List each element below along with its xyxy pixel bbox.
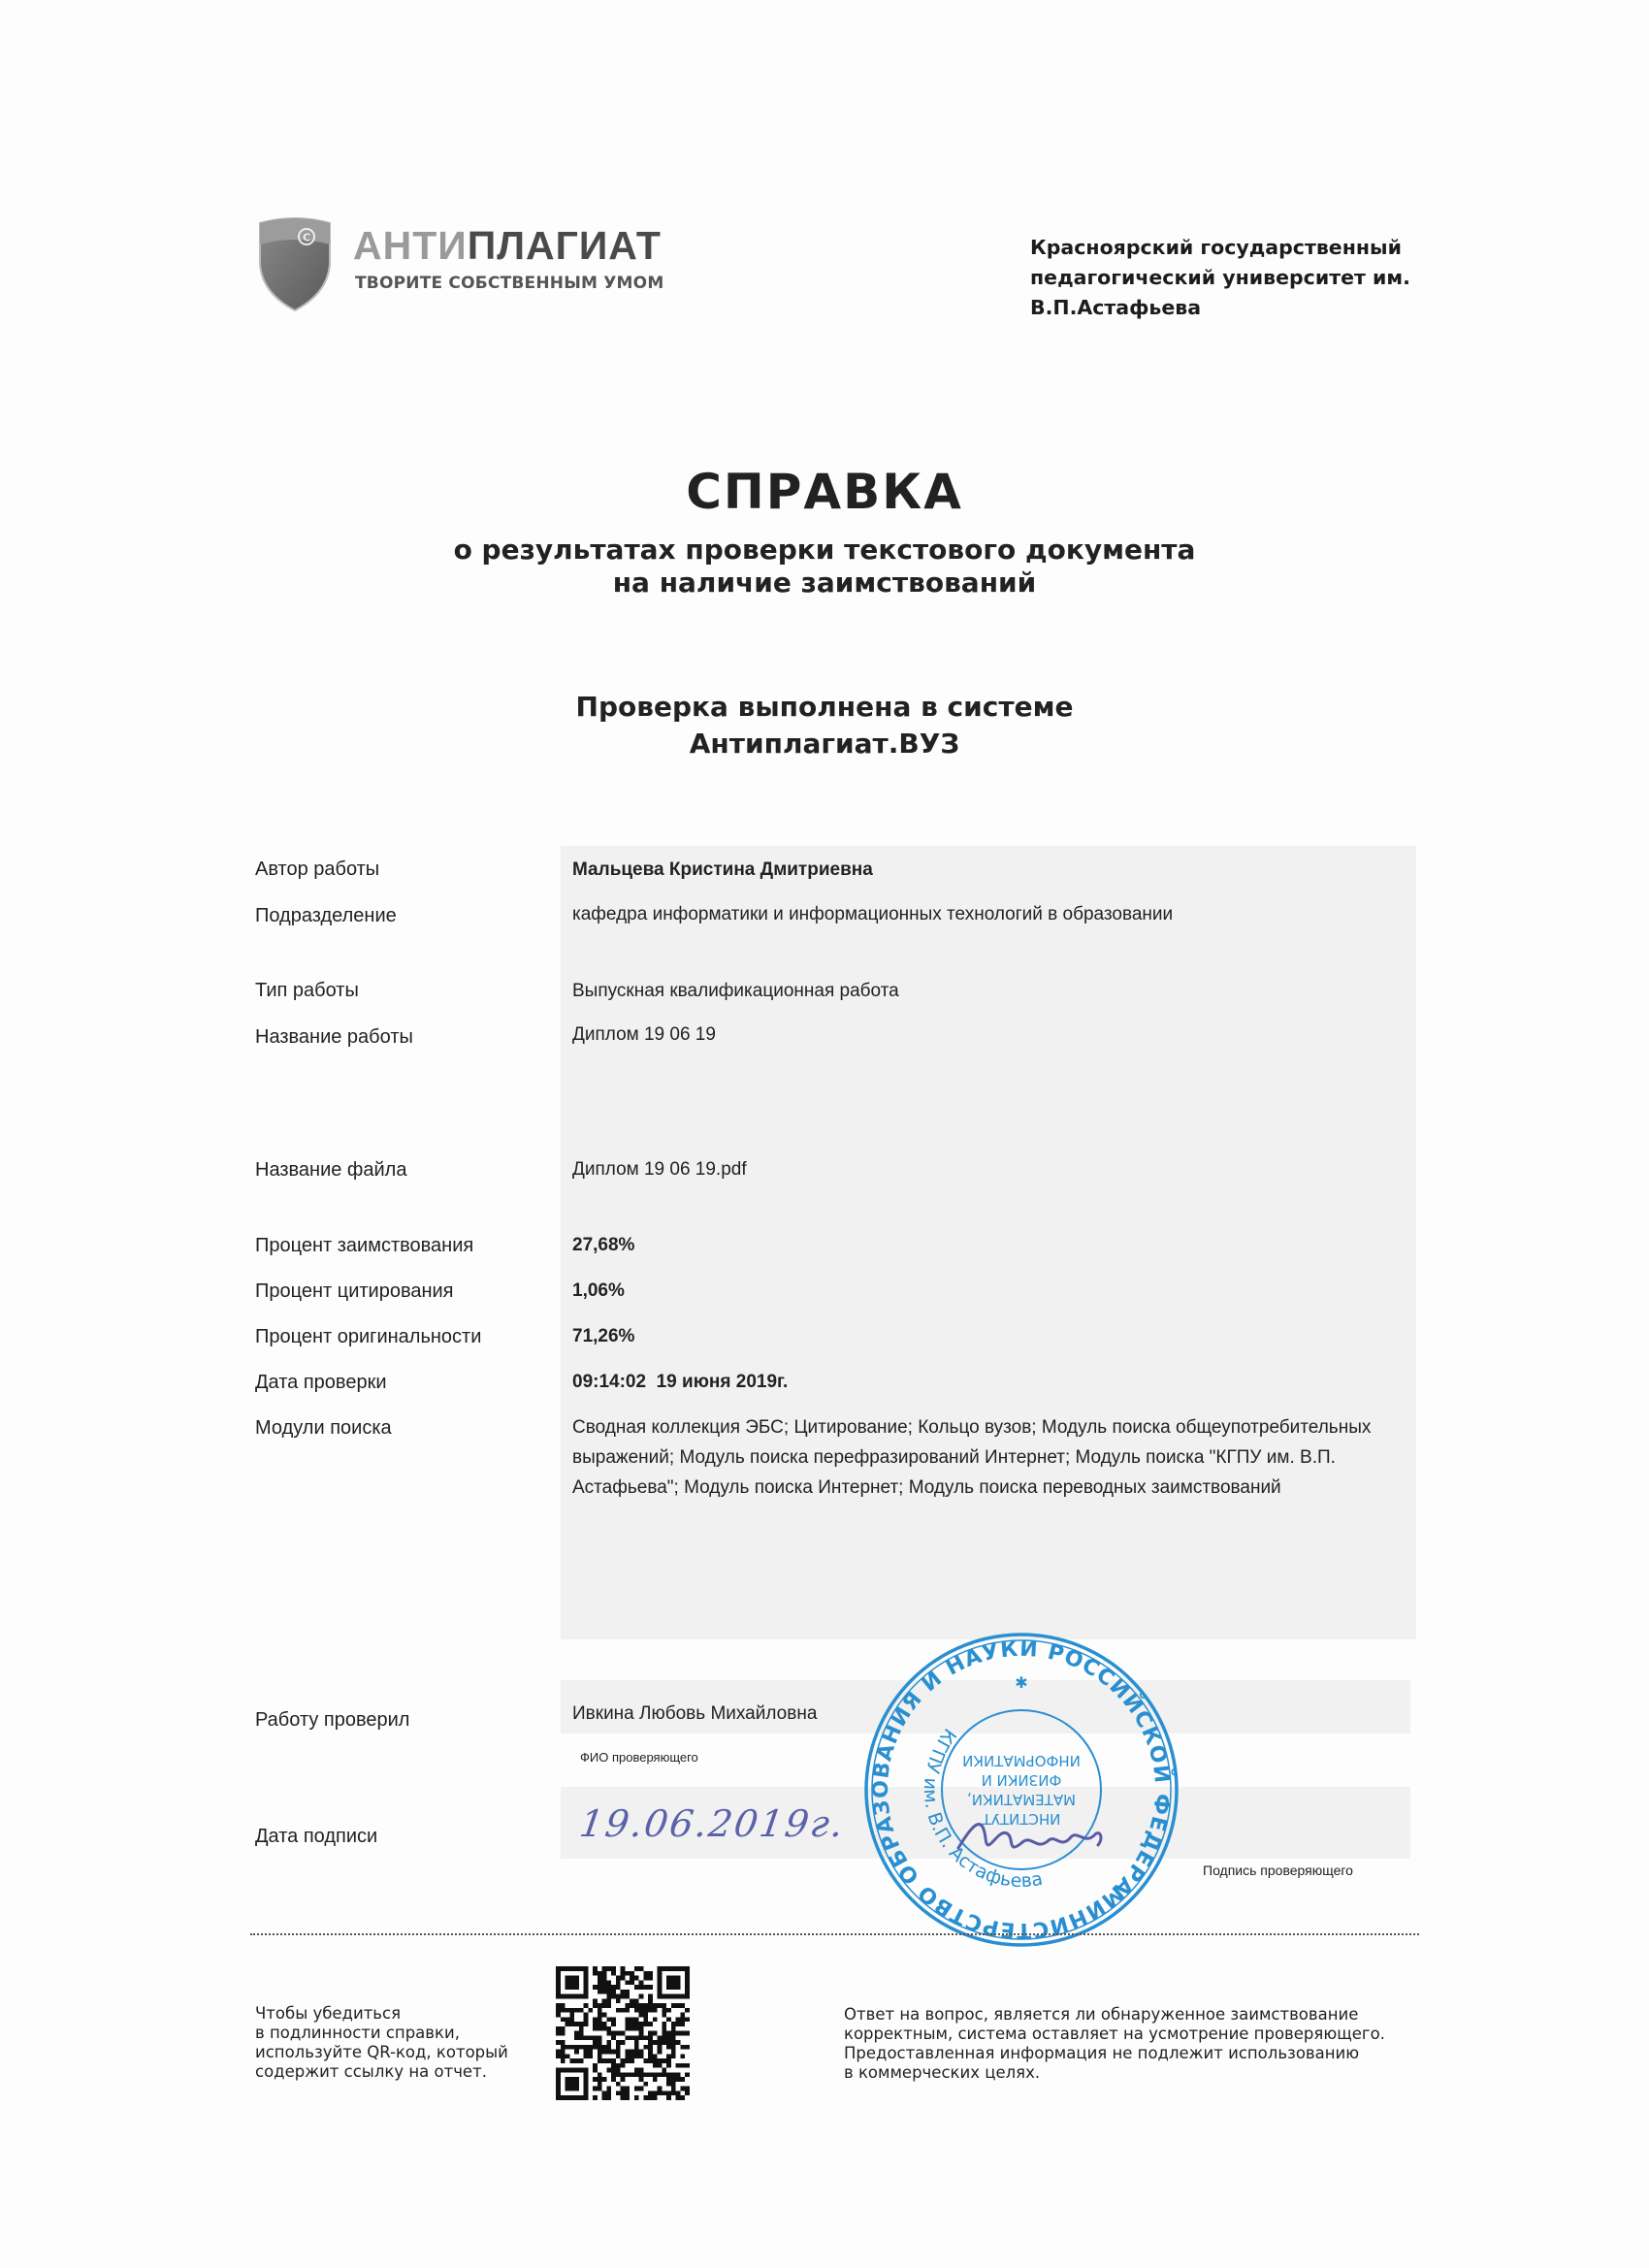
disclaimer-line: Ответ на вопрос, является ли обнаруженное заимствование: [844, 2005, 1359, 2024]
check-date-value: 09:14:02 19 июня 2019г.: [572, 1372, 789, 1392]
qr-instructions-line: содержит ссылку на отчет.: [255, 2062, 487, 2081]
qr-instructions-line: Чтобы убедиться: [255, 2004, 402, 2023]
originality-percent-value: 71,26%: [572, 1326, 635, 1346]
system-info: [0, 689, 1649, 762]
author-value: Мальцева Кристина Дмитриевна: [572, 859, 873, 880]
system-name: Антиплагиат.ВУЗ: [689, 728, 960, 760]
stamp-center-line: ИНФОРМАТИКИ: [962, 1752, 1081, 1769]
search-modules-label: Модули поиска: [255, 1417, 392, 1439]
borrowing-percent-value: 27,68%: [572, 1235, 635, 1255]
data-panel: [561, 846, 1416, 1639]
divider-line: [250, 1933, 1419, 1935]
search-modules-value: Сводная коллекция ЭБС; Цитирование; Кольцо вузов; Модуль поиска общеупотребительных выражений; Модуль поиска перефразирований Интернет; Модуль поиска "КГПУ им. В.П. Астафьева"; Модуль поиска Интернет; Модуль поиска переводных заимствований: [572, 1417, 1372, 1498]
stamp-outer-text: МИНИСТЕРСТВО ОБРАЗОВАНИЯ И НАУКИ РОССИЙСКОЙ ФЕДЕРАЦИИ: [868, 1636, 1175, 1943]
logo-title: [353, 223, 662, 269]
signature-caption: Подпись проверяющего: [1203, 1863, 1353, 1878]
university-name: [1030, 233, 1418, 323]
file-name-value: Диплом 19 06 19.pdf: [572, 1159, 747, 1180]
logo-title-dark: ПЛАГИАТ: [467, 223, 662, 268]
logo-title-light: АНТИ: [353, 223, 468, 268]
disclaimer-line: Предоставленная информация не подлежит использованию: [844, 2044, 1360, 2062]
svg-text:C: C: [302, 231, 311, 244]
stamp-middle-text: КГПУ им. В.П. Астафьева: [919, 1724, 1045, 1893]
official-stamp: [861, 1630, 1181, 1950]
file-name-label: Название файла: [255, 1159, 407, 1181]
logo-tagline: ТВОРИТЕ СОБСТВЕННЫМ УМОМ: [355, 274, 664, 293]
disclaimer-line: в коммерческих целях.: [844, 2063, 1041, 2082]
citation-percent-label: Процент цитирования: [255, 1280, 454, 1302]
work-type-label: Тип работы: [255, 980, 359, 1001]
document-subtitle: [0, 534, 1649, 599]
borrowing-percent-label: Процент заимствования: [255, 1235, 474, 1256]
reviewer-label: Работу проверил: [255, 1709, 410, 1731]
stamp-center-line: ИНСТИТУТ: [982, 1810, 1061, 1828]
author-label: Автор работы: [255, 859, 380, 880]
check-date-label: Дата проверки: [255, 1372, 387, 1393]
university-line: Красноярский государственный: [1030, 236, 1402, 259]
work-title-value: Диплом 19 06 19: [572, 1024, 716, 1045]
signature-date-label: Дата подписи: [255, 1826, 378, 1847]
antiplagiat-logo: [256, 215, 683, 322]
qr-instructions-line: в подлинности справки,: [255, 2024, 460, 2042]
department-label: Подразделение: [255, 905, 397, 926]
reviewer-name: Ивкина Любовь Михайловна: [572, 1703, 818, 1724]
originality-percent-label: Процент оригинальности: [255, 1326, 482, 1347]
citation-percent-value: 1,06%: [572, 1280, 625, 1301]
handwritten-date: 19.06.2019г.: [576, 1802, 848, 1845]
system-line: Проверка выполнена в системе: [575, 691, 1074, 723]
department-value: кафедра информатики и информационных технологий в образовании: [572, 904, 1174, 924]
university-line: педагогический университет им.: [1030, 266, 1410, 289]
disclaimer: [844, 2005, 1445, 2083]
work-title-label: Название работы: [255, 1026, 413, 1048]
copyright-shield-icon: [256, 215, 334, 312]
qr-instructions: [255, 2004, 546, 2082]
subtitle-line: на наличие заимствований: [612, 567, 1037, 599]
university-line: В.П.Астафьева: [1030, 296, 1202, 319]
reviewer-caption: ФИО проверяющего: [580, 1750, 698, 1765]
subtitle-line: о результатах проверки текстового документа: [453, 534, 1196, 566]
stamp-center-line: МАТЕМАТИКИ,: [966, 1791, 1077, 1808]
document-title: СПРАВКА: [686, 464, 963, 520]
stamp-star-icon: ✱: [1015, 1673, 1028, 1692]
disclaimer-line: корректным, система оставляет на усмотрение проверяющего.: [844, 2025, 1385, 2043]
stamp-center-line: ФИЗИКИ И: [981, 1771, 1062, 1789]
qr-instructions-line: используйте QR-код, который: [255, 2043, 508, 2061]
qr-code[interactable]: [556, 1966, 690, 2100]
work-type-value: Выпускная квалификационная работа: [572, 981, 899, 1001]
